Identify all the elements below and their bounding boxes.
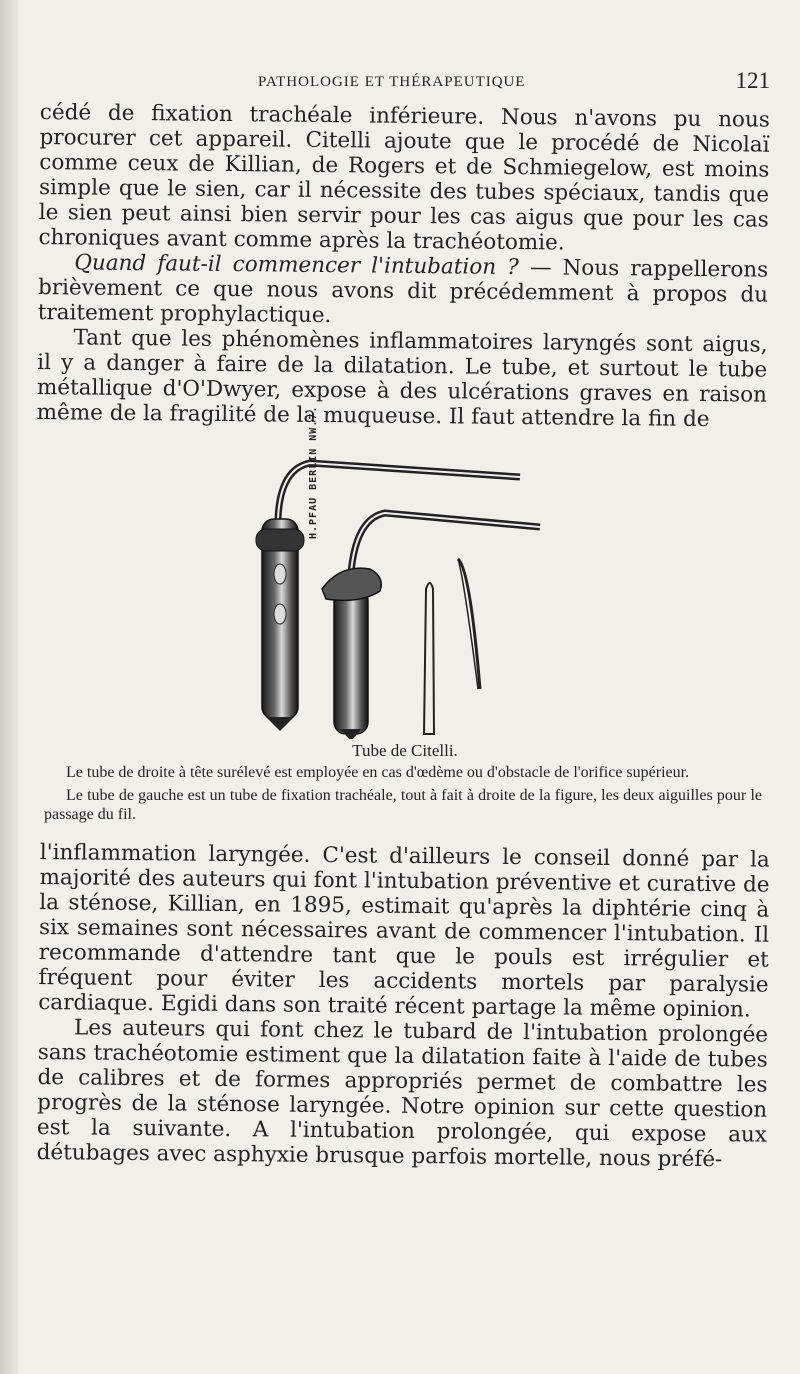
figure-illustration <box>40 439 770 739</box>
caption-line: Le tube de droite à tête surélevé est employée en cas d'œdème ou d'obstacle de l'orifice supérieur. <box>66 764 690 781</box>
paragraph: Tant que les phénomènes inflammatoires laryngés sont aigus, il y a danger à faire de la dilatation. Le tube, et surtout le tube métallique d'O'Dwyer, expose à des ulcérations graves en raison même de la fragilité de la muqueuse. Il faut attendre la fin de <box>36 325 768 433</box>
paragraph <box>38 250 769 333</box>
caption-line: Le tube de gauche est un tube de fixation trachéale, tout à fait à droite de la figure, les deux aiguilles pour le passage du fil. <box>44 787 762 823</box>
paragraph: cédé de fixation trachéale inférieure. Nous n'avons pu nous procurer cet appareil. Citelli ajoute que le procédé de Nicolaï comme ceux de Killian, de Rogers et de Schmiegelow, est moins simple que le sien, car il nécessite des tubes spéciaux, tandis que le sien peut ainsi bien servir pour les cas aigus que pour les cas chroniques avant comme après la trachéotomie. <box>38 100 770 256</box>
paragraph-text: — Nous rappellerons brièvement ce que nous avons dit précédemment à propos du traitement prophylactique. <box>37 255 769 329</box>
page-number: 121 <box>735 68 770 93</box>
needle-left <box>424 583 434 734</box>
running-header <box>40 60 770 100</box>
book-page <box>36 60 770 1173</box>
figure-caption-title: Tube de Citelli. <box>352 741 458 760</box>
running-title: PATHOLOGIE ET THÉRAPEUTIQUE <box>258 74 526 90</box>
figure-citelli-tubes <box>40 405 770 739</box>
paragraph: Les auteurs qui font chez le tubard de l'intubation prolongée sans trachéotomie estiment que la dilatation faite à l'aide de tubes de calibres et de formes appropriés permet de combattre les progrès de la sténose laryngée. Notre opinion sur cette question est la suivante. A l'intubation prolongée, qui expose aux détubages avec asphyxie brusque parfois mortelle, nous préfé- <box>36 1015 769 1173</box>
body-text-top <box>37 100 770 433</box>
italic-question: Quand faut-il commencer l'intubation ? <box>74 250 519 281</box>
paragraph: l'inflammation laryngée. C'est d'ailleurs le conseil donné par la majorité des auteurs qui font l'intubation préventive et curative de la sténose, Killian, en 1895, estimait qu'après la diphtérie cinq à six semaines sont nécessaires avant de commencer l'intubation. Il recommande d'attendre tant que le pouls est irrégulier et fréquent pour éviter les accidents mortels par paralysie cardiaque. Egidi dans son traité récent partage la même opinion. <box>38 840 770 1023</box>
right-tube-body <box>334 589 368 734</box>
maker-mark: H.PFAU BERLIN NW.7. <box>308 405 319 539</box>
page-binding-shadow <box>0 0 18 1374</box>
figure-caption <box>44 763 762 824</box>
body-text-bottom <box>37 840 770 1173</box>
